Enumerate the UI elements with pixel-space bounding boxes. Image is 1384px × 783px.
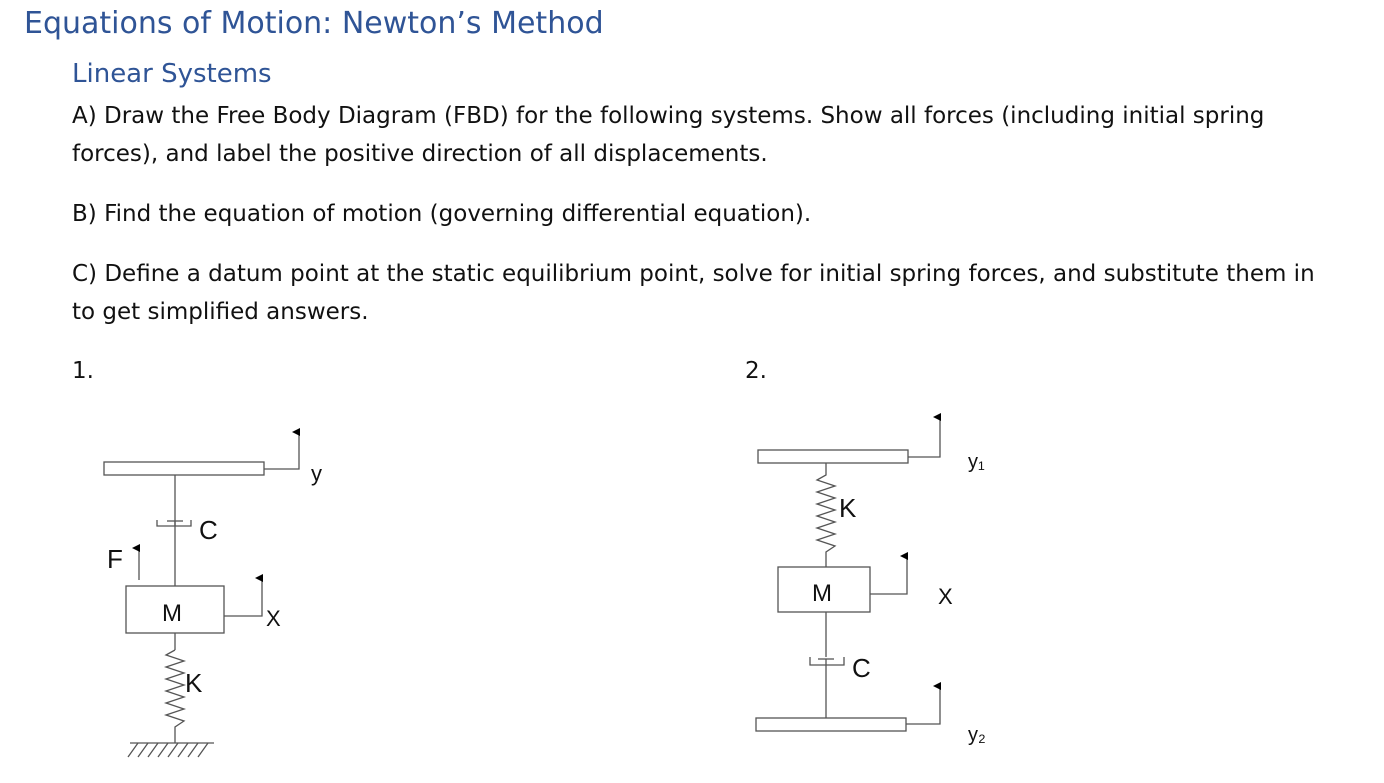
top-plate: [758, 450, 908, 463]
figure-1-number: 1.: [72, 358, 94, 384]
figure-2-number: 2.: [745, 358, 767, 384]
top-plate-displacement-marker: [264, 432, 299, 469]
figure-1-diagram: [104, 432, 299, 757]
mass-displacement-marker: [224, 578, 262, 616]
top-plate: [104, 462, 264, 475]
label-mass-m: M: [162, 600, 182, 627]
damper-symbol: [157, 516, 191, 586]
figure-2-diagram: [756, 417, 940, 731]
instruction-b: B) Find the equation of motion (governing differential equation).: [72, 201, 812, 227]
top-plate-displacement-marker: [908, 417, 940, 457]
instruction-c: C) Define a datum point at the static equilibrium point, solve for initial spring forces, and substitute them in to get simplified answers.: [72, 261, 1315, 325]
label-x: X: [266, 606, 281, 631]
label-x: X: [938, 584, 953, 609]
label-y1: y₁: [968, 451, 985, 473]
page-title: Equations of Motion: Newton’s Method: [24, 6, 604, 41]
mass-displacement-marker: [870, 556, 907, 594]
bottom-plate-displacement-marker: [906, 686, 940, 724]
bottom-plate: [756, 718, 906, 731]
label-mass-m: M: [812, 580, 832, 607]
label-force-f: F: [107, 544, 123, 574]
label-spring-k: K: [839, 493, 857, 523]
label-y: y: [311, 461, 322, 486]
label-y2: y₂: [968, 724, 986, 746]
spring-symbol: [817, 463, 835, 567]
section-subtitle: Linear Systems: [72, 59, 272, 89]
ground-hatch: [128, 743, 208, 757]
spring-symbol: [166, 650, 184, 743]
instruction-a: A) Draw the Free Body Diagram (FBD) for the following systems. Show all forces (including initial spring forces), and label the positive direction of all displacements.: [72, 103, 1265, 167]
label-damper-c: C: [852, 653, 871, 683]
label-damper-c: C: [199, 515, 218, 545]
label-spring-k: K: [185, 668, 203, 698]
damper-symbol: [810, 612, 844, 718]
